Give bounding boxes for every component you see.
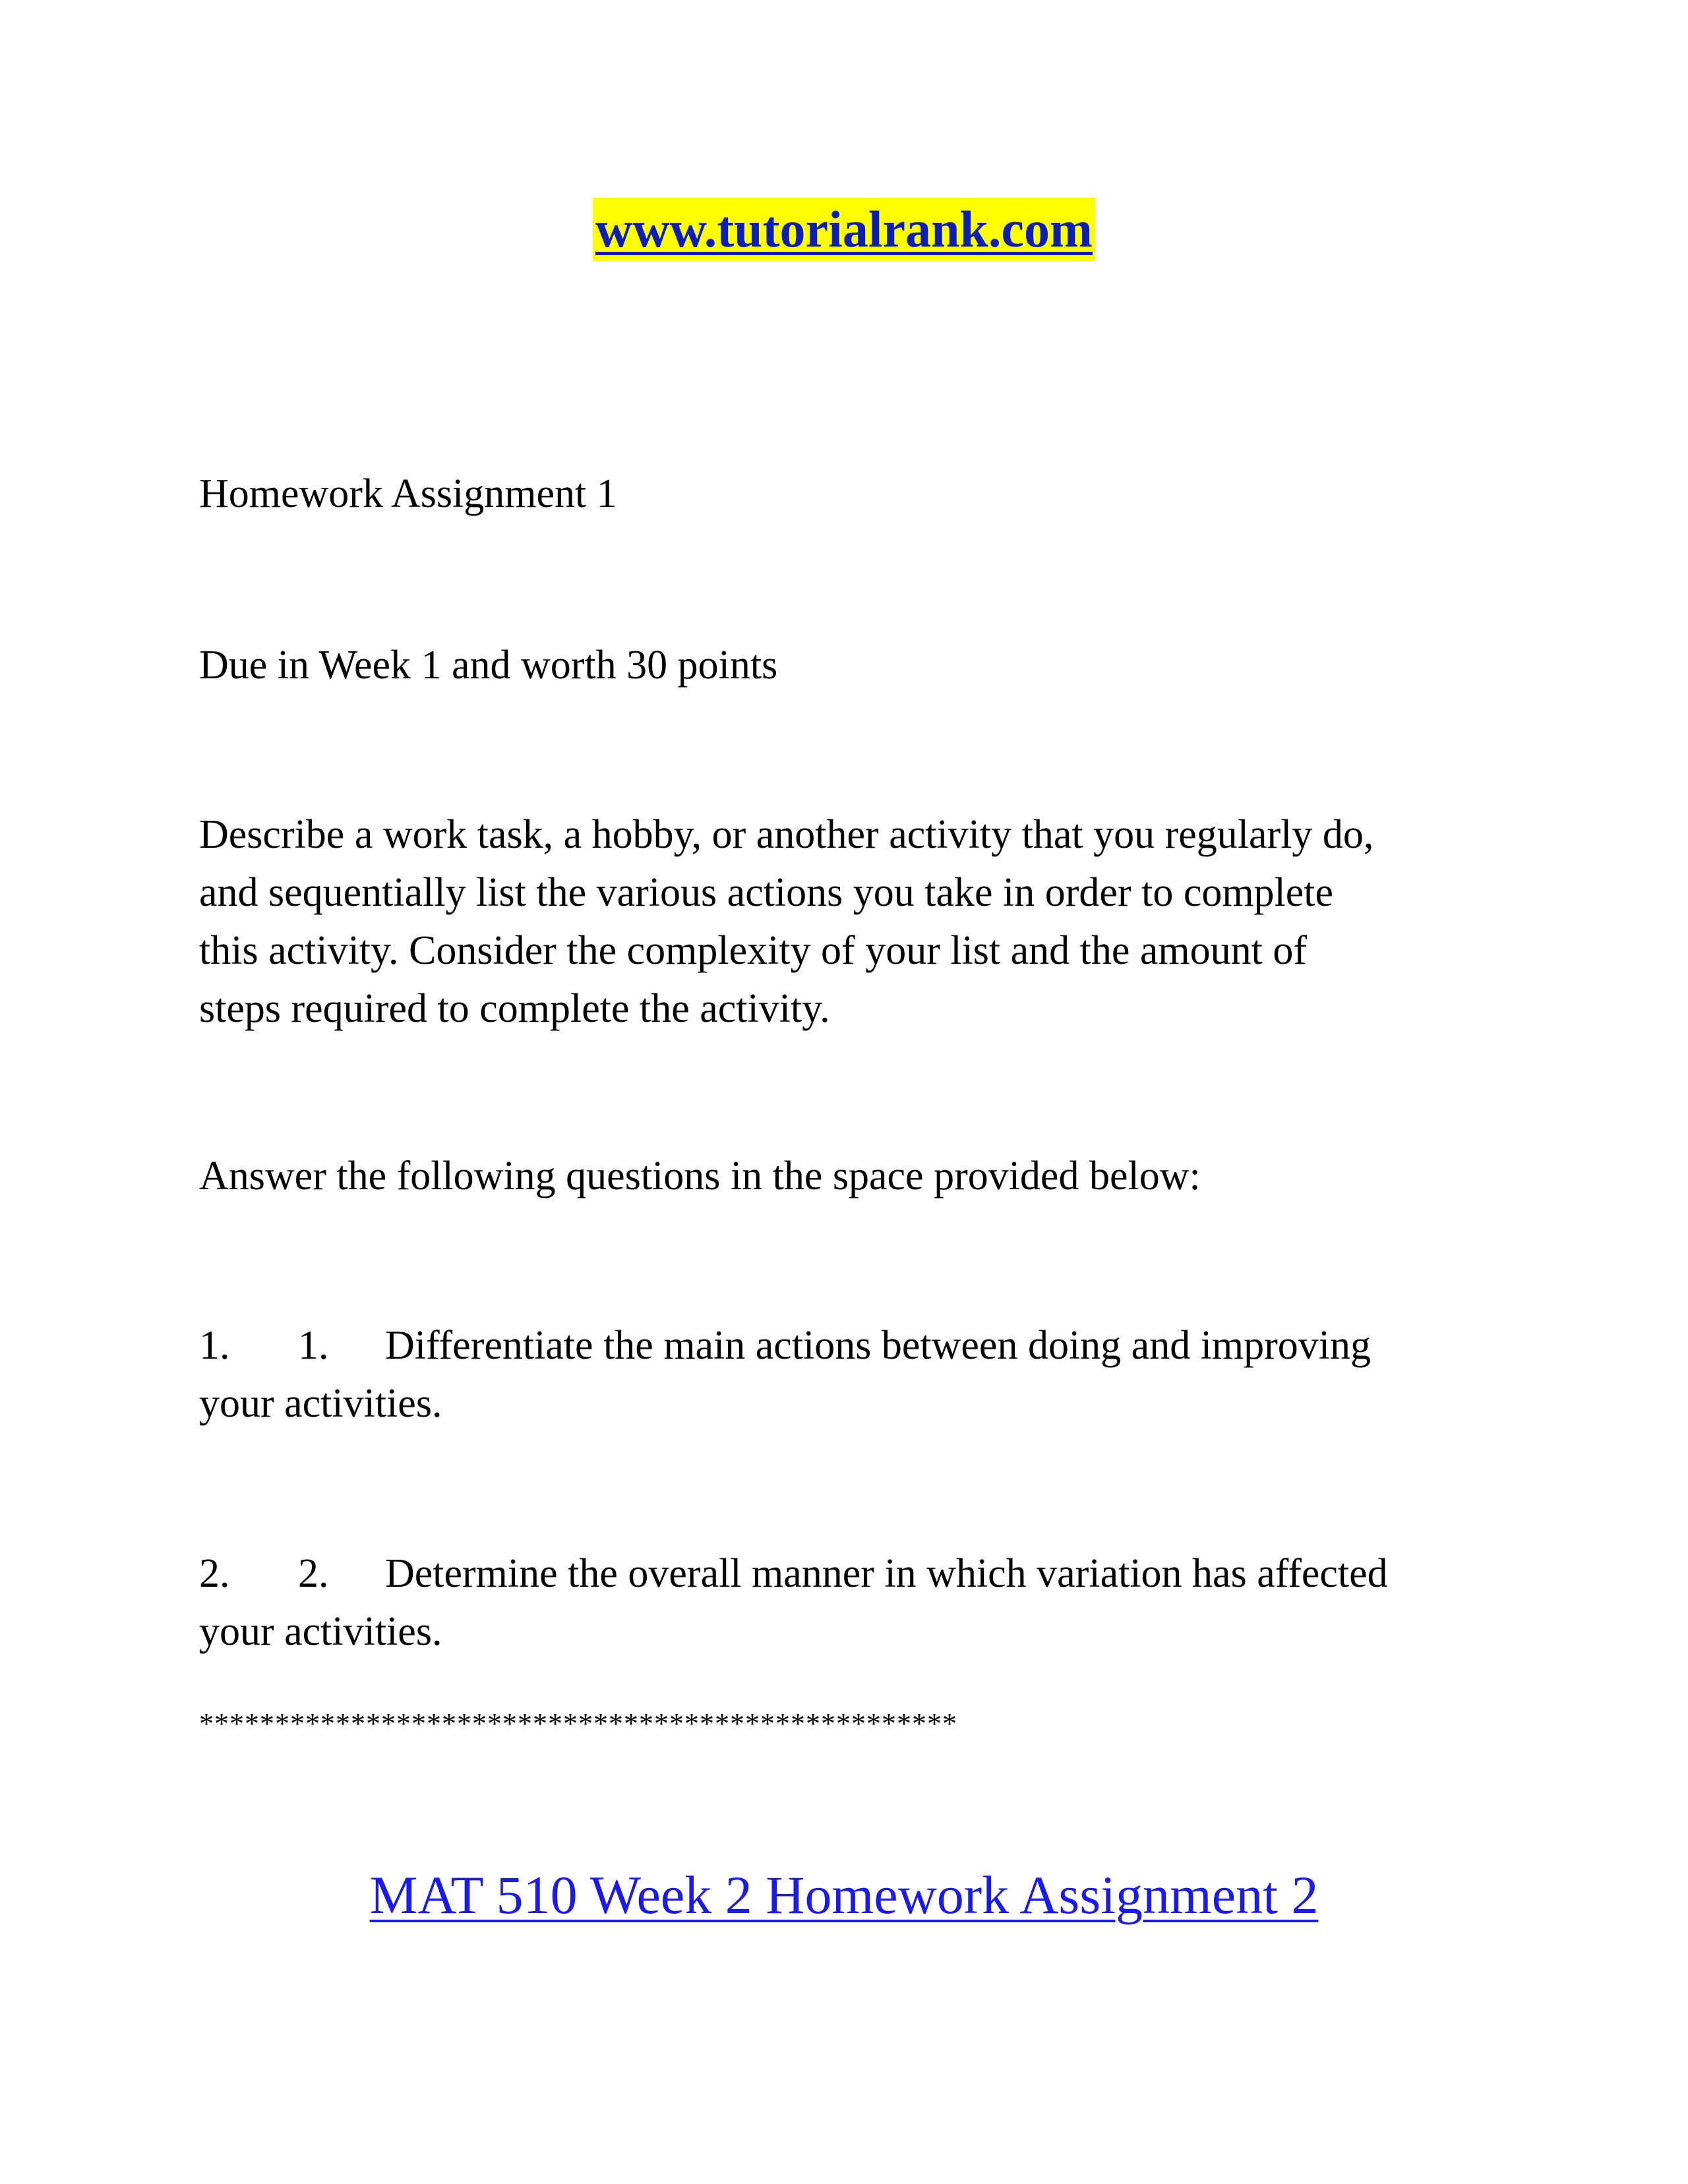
- site-url-link[interactable]: www.tutorialrank.com: [593, 198, 1095, 261]
- question-inner-number: 2.: [298, 1551, 329, 1596]
- instruction-line: Answer the following questions in the space provided below:: [199, 1154, 1201, 1198]
- separator-stars: **************************************************: [199, 1707, 957, 1740]
- due-line: Due in Week 1 and worth 30 points: [199, 643, 778, 688]
- question-text: Determine the overall manner in which variation has affected: [385, 1551, 1388, 1596]
- next-assignment-link[interactable]: MAT 510 Week 2 Homework Assignment 2: [369, 1865, 1319, 1925]
- description-line: and sequentially list the various actions you take in order to complete: [199, 870, 1334, 915]
- question-text-continued: your activities.: [199, 1381, 442, 1426]
- assignment-title: Homework Assignment 1: [199, 471, 617, 516]
- question-2: [199, 1545, 1492, 1661]
- site-header: [0, 198, 1688, 261]
- description-paragraph: [199, 806, 1492, 1038]
- question-outer-number: 1.: [199, 1323, 230, 1368]
- description-line: Describe a work task, a hobby, or another activity that you regularly do,: [199, 812, 1374, 857]
- question-inner-number: 1.: [298, 1323, 329, 1368]
- question-text-continued: your activities.: [199, 1609, 442, 1654]
- question-1: [199, 1316, 1492, 1432]
- question-text: Differentiate the main actions between doing and improving: [385, 1323, 1372, 1368]
- description-line: steps required to complete the activity.: [199, 986, 830, 1031]
- question-outer-number: 2.: [199, 1551, 230, 1596]
- description-line: this activity. Consider the complexity of your list and the amount of: [199, 928, 1308, 973]
- next-assignment: [0, 1859, 1688, 1932]
